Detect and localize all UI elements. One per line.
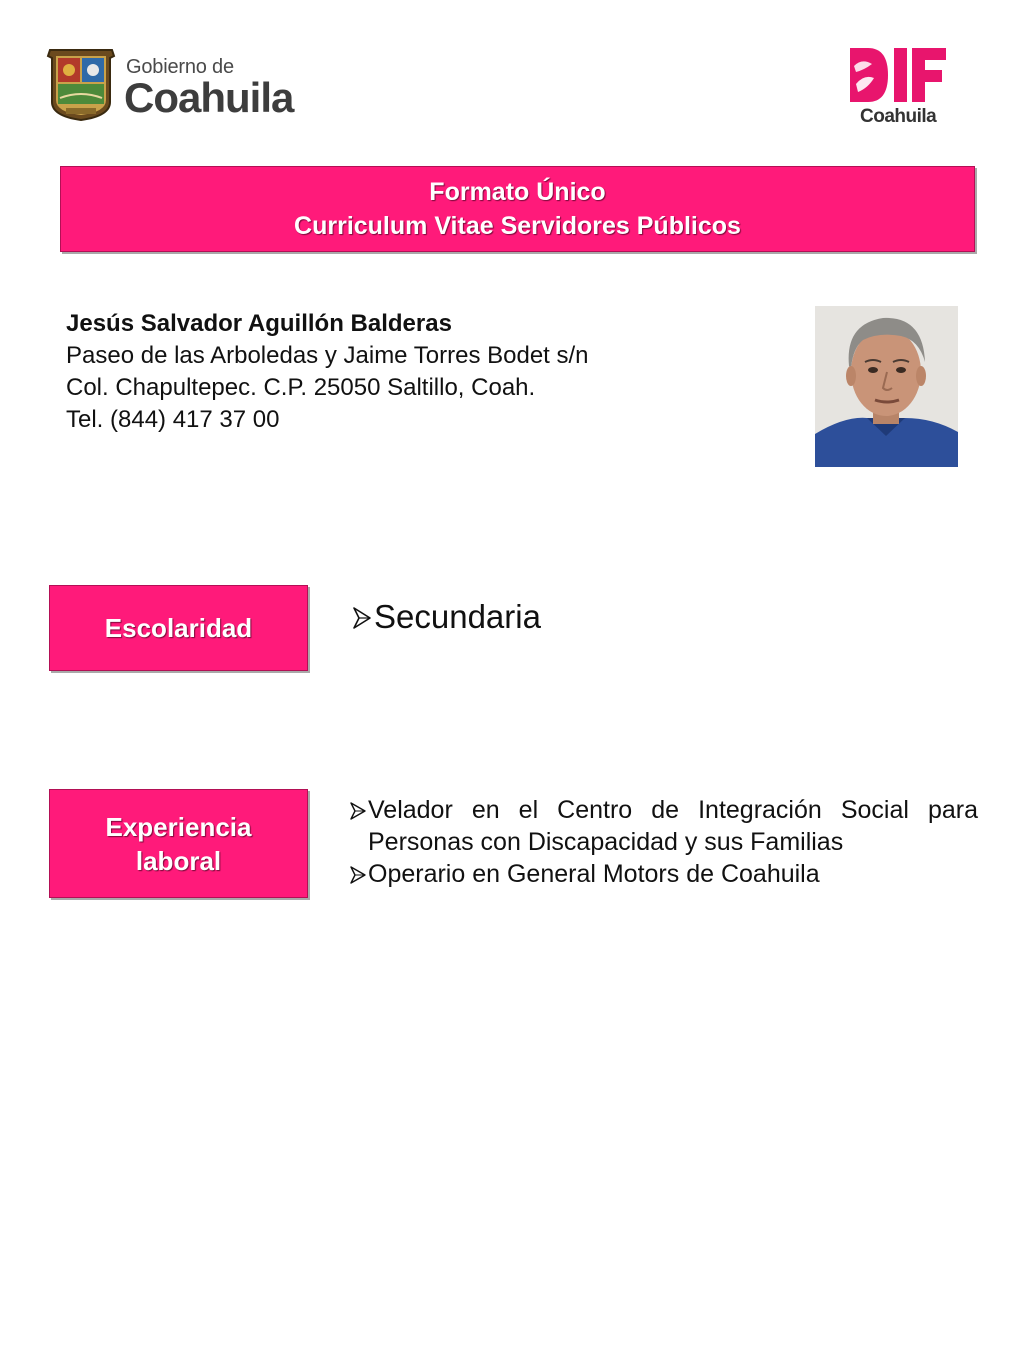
experience-item-1-line1: Velador en el Centro de Integración Social para	[368, 796, 978, 824]
education-label-text: Escolaridad	[104, 612, 253, 643]
gov-logo-line1: Gobierno de	[126, 56, 234, 78]
list-item	[350, 794, 978, 858]
dif-logo-subtitle: Coahuila	[860, 106, 937, 127]
coat-of-arms-icon	[44, 46, 118, 122]
education-list	[352, 598, 541, 636]
arrow-bullet-icon	[350, 866, 366, 884]
experience-item-1-line2: Personas con Discapacidad y sus Familias	[368, 828, 844, 856]
form-title-line1: Formato Único	[429, 178, 606, 206]
gov-logo-line2: Coahuila	[124, 74, 294, 121]
person-portrait-icon	[815, 306, 958, 467]
list-item	[352, 598, 541, 636]
gobierno-coahuila-logo	[44, 46, 304, 126]
list-item	[350, 858, 978, 890]
experience-list	[350, 794, 978, 890]
education-item: Secundaria	[374, 598, 541, 635]
dif-coahuila-logo	[848, 44, 958, 130]
form-title-banner	[60, 166, 975, 252]
address-line2: Col. Chapultepec. C.P. 25050 Saltillo, Coah.	[66, 374, 536, 401]
arrow-bullet-icon	[352, 606, 372, 630]
person-name: Jesús Salvador Aguillón Balderas	[66, 310, 452, 337]
phone-number: Tel. (844) 417 37 00	[66, 406, 280, 433]
experience-item-2: Operario en General Motors de Coahuila	[368, 860, 820, 888]
education-section-label	[49, 585, 308, 671]
experience-label-line2: laboral	[135, 845, 222, 876]
form-title-line2: Curriculum Vitae Servidores Públicos	[294, 212, 741, 240]
experience-section-label	[49, 789, 308, 898]
profile-photo	[815, 306, 958, 467]
personal-info	[66, 308, 766, 436]
arrow-bullet-icon	[350, 802, 366, 820]
address-line1: Paseo de las Arboledas y Jaime Torres Bodet s/n	[66, 342, 589, 369]
dif-logo-icon	[848, 44, 948, 106]
experience-label-line1: Experiencia	[105, 811, 252, 842]
